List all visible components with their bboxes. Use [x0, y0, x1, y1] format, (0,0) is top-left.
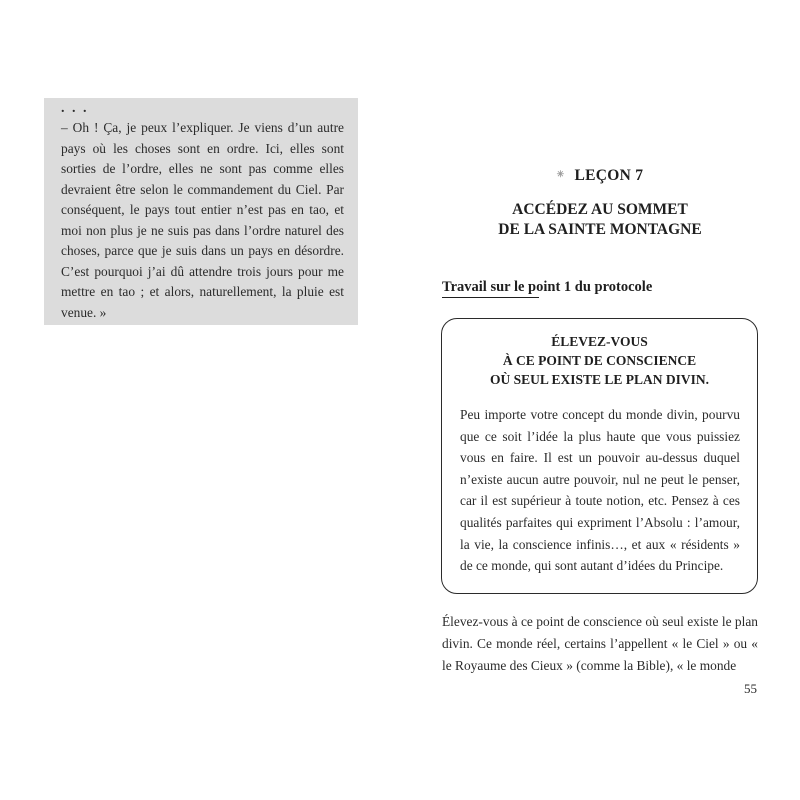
frame-body-text: Peu importe votre concept du monde divin, pourvu que ce soit l’idée la plus haute que vous puissiez vous en faire. Il est un pouvoir au-dessus duquel n’existe aucun autre pouvoir, nul ne peut le penser, car il est supérieur à toute notion, etc. Pensez à ces qualités parfaites qui expriment l’Absolu : l’amour, la vie, la conscience infinis…, et aux « résidents » de ce monde, qui sont autant d’idées du Principe. [460, 407, 740, 574]
lesson-title-line2: DE LA SAINTE MONTAGNE [498, 221, 702, 238]
section-heading: Travail sur le point 1 du protocole [442, 279, 653, 295]
quote-text: – Oh ! Ça, je peux l’expliquer. Je viens d’un autre pays où les choses sont en ordre. Ici, elles sont sorties de l’ordre, elles ne sont pas comme elles devraient être selon le commandement du Ciel. Par conséquent, le pays tout entier n’est pas en tao, et moi non plus je ne suis pas dans l’ordre naturel des choses, parce que je suis dans un pays en désordre. C’est pourquoi j’ai dû attendre trois jours pour me mettre en tao ; et alors, naturellement, la pluie est venue. » [61, 120, 344, 320]
lesson-number [440, 167, 760, 185]
star-ornament-icon: ✳ [556, 169, 565, 179]
quote-ellipsis: . . . [61, 101, 89, 116]
lesson-title [440, 200, 760, 240]
lesson-number-label: LEÇON 7 [574, 167, 644, 184]
frame-heading-line2: À CE POINT DE CONSCIENCE [502, 353, 697, 368]
page-number: 55 [744, 681, 757, 696]
quote-box [44, 98, 358, 325]
body-paragraph: Élevez-vous à ce point de conscience où seul existe le plan divin. Ce monde réel, certains l’appellent « le Ciel » ou « le Royaume des Cieux » (comme la Bible), « le monde [442, 614, 758, 673]
lesson-title-line1: ACCÉDEZ AU SOMMET [512, 201, 688, 218]
frame-heading [441, 332, 758, 389]
frame-heading-line1: ÉLEVEZ-VOUS [551, 334, 648, 349]
section-underline [442, 297, 539, 298]
frame-heading-line3: OÙ SEUL EXISTE LE PLAN DIVIN. [489, 372, 710, 387]
